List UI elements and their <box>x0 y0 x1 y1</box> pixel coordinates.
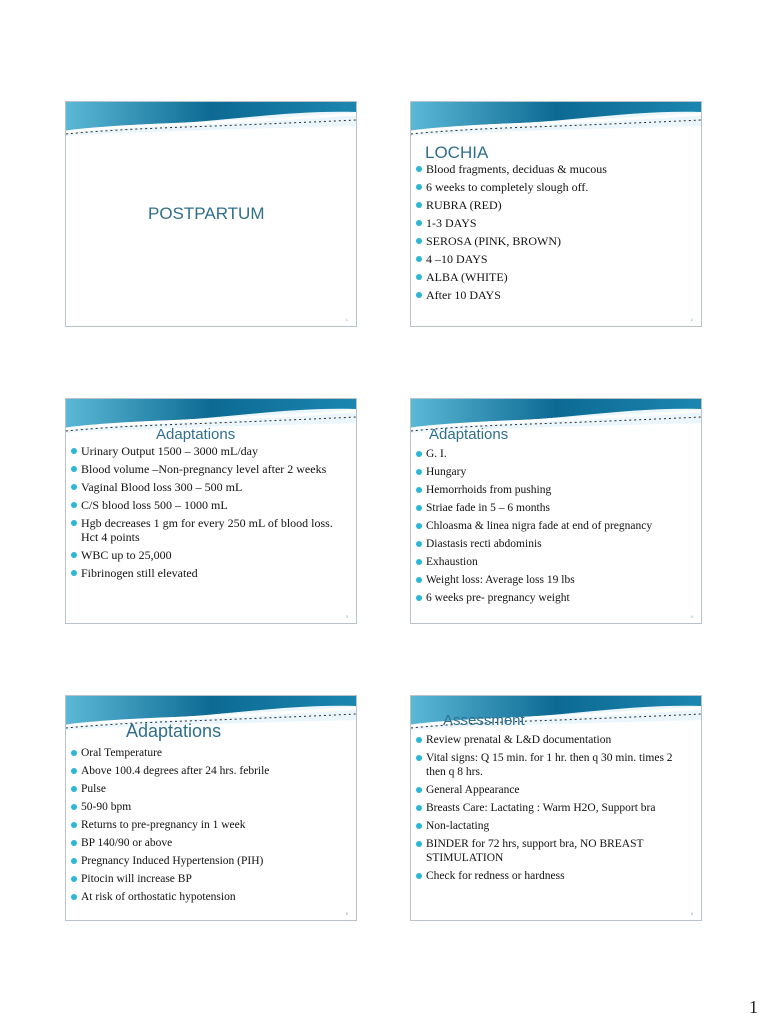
list-item: Breasts Care: Lactating : Warm H2O, Support bra <box>415 801 695 815</box>
slide-number: 5 <box>345 911 348 916</box>
slide-number: 4 <box>690 614 693 619</box>
list-item: Review prenatal & L&D documentation <box>415 733 695 747</box>
bullet-list <box>70 746 350 908</box>
list-item: Pregnancy Induced Hypertension (PIH) <box>70 854 350 868</box>
list-item: Exhaustion <box>415 555 695 569</box>
list-item: Vital signs: Q 15 min. for 1 hr. then q 30 min. times 2 then q 8 hrs. <box>415 751 695 779</box>
list-item: General Appearance <box>415 783 695 797</box>
list-item: SEROSA (PINK, BROWN) <box>415 234 695 248</box>
list-item: 6 weeks pre- pregnancy weight <box>415 591 695 605</box>
list-item: Hungary <box>415 465 695 479</box>
list-item: Blood fragments, deciduas & mucous <box>415 162 695 176</box>
slide-title: Adaptations <box>126 721 222 741</box>
slide-title: Adaptations <box>429 426 509 443</box>
list-item: Non-lactating <box>415 819 695 833</box>
list-item: After 10 DAYS <box>415 288 695 302</box>
list-item: Returns to pre-pregnancy in 1 week <box>70 818 350 832</box>
list-item: 6 weeks to completely slough off. <box>415 180 695 194</box>
slide-number: 6 <box>690 911 693 916</box>
list-item: Hemorrhoids from pushing <box>415 483 695 497</box>
list-item: Blood volume –Non-pregnancy level after 2 weeks <box>70 462 350 476</box>
list-item: C/S blood loss 500 – 1000 mL <box>70 498 350 512</box>
list-item: Pulse <box>70 782 350 796</box>
slide-1 <box>65 101 357 327</box>
slide-title: Adaptations <box>156 426 236 443</box>
list-item: At risk of orthostatic hypotension <box>70 890 350 904</box>
list-item: Striae fade in 5 – 6 months <box>415 501 695 515</box>
slide-number: 3 <box>345 614 348 619</box>
slide-4 <box>410 398 702 624</box>
list-item: BP 140/90 or above <box>70 836 350 850</box>
list-item: Above 100.4 degrees after 24 hrs. febrile <box>70 764 350 778</box>
list-item: Hgb decreases 1 gm for every 250 mL of blood loss. Hct 4 points <box>70 516 350 544</box>
slide-number: 2 <box>690 317 693 322</box>
list-item: Pitocin will increase BP <box>70 872 350 886</box>
bullet-list <box>70 444 350 584</box>
list-item: Oral Temperature <box>70 746 350 760</box>
slide-number: 1 <box>345 317 348 322</box>
list-item: Check for redness or hardness <box>415 869 695 883</box>
list-item: ALBA (WHITE) <box>415 270 695 284</box>
list-item: G. I. <box>415 447 695 461</box>
list-item: BINDER for 72 hrs, support bra, NO BREAST STIMULATION <box>415 837 695 865</box>
bullet-list <box>415 447 695 609</box>
slide-3 <box>65 398 357 624</box>
slide-title: Assessment <box>443 712 525 729</box>
list-item: 4 –10 DAYS <box>415 252 695 266</box>
slide-header-wave <box>411 102 701 138</box>
list-item: WBC up to 25,000 <box>70 548 350 562</box>
list-item: RUBRA (RED) <box>415 198 695 212</box>
slide-title: POSTPARTUM <box>148 204 265 223</box>
list-item: Urinary Output 1500 – 3000 mL/day <box>70 444 350 458</box>
bullet-list <box>415 162 695 306</box>
bullet-list <box>415 733 695 887</box>
slide-5 <box>65 695 357 921</box>
list-item: Diastasis recti abdominis <box>415 537 695 551</box>
list-item: Vaginal Blood loss 300 – 500 mL <box>70 480 350 494</box>
list-item: Fibrinogen still elevated <box>70 566 350 580</box>
page-number: 1 <box>749 997 758 1017</box>
slide-6 <box>410 695 702 921</box>
list-item: 1-3 DAYS <box>415 216 695 230</box>
list-item: Weight loss: Average loss 19 lbs <box>415 573 695 587</box>
slide-2 <box>410 101 702 327</box>
slide-title: LOCHIA <box>425 143 489 162</box>
list-item: Chloasma & linea nigra fade at end of pregnancy <box>415 519 695 533</box>
slide-header-wave <box>66 102 356 138</box>
list-item: 50-90 bpm <box>70 800 350 814</box>
